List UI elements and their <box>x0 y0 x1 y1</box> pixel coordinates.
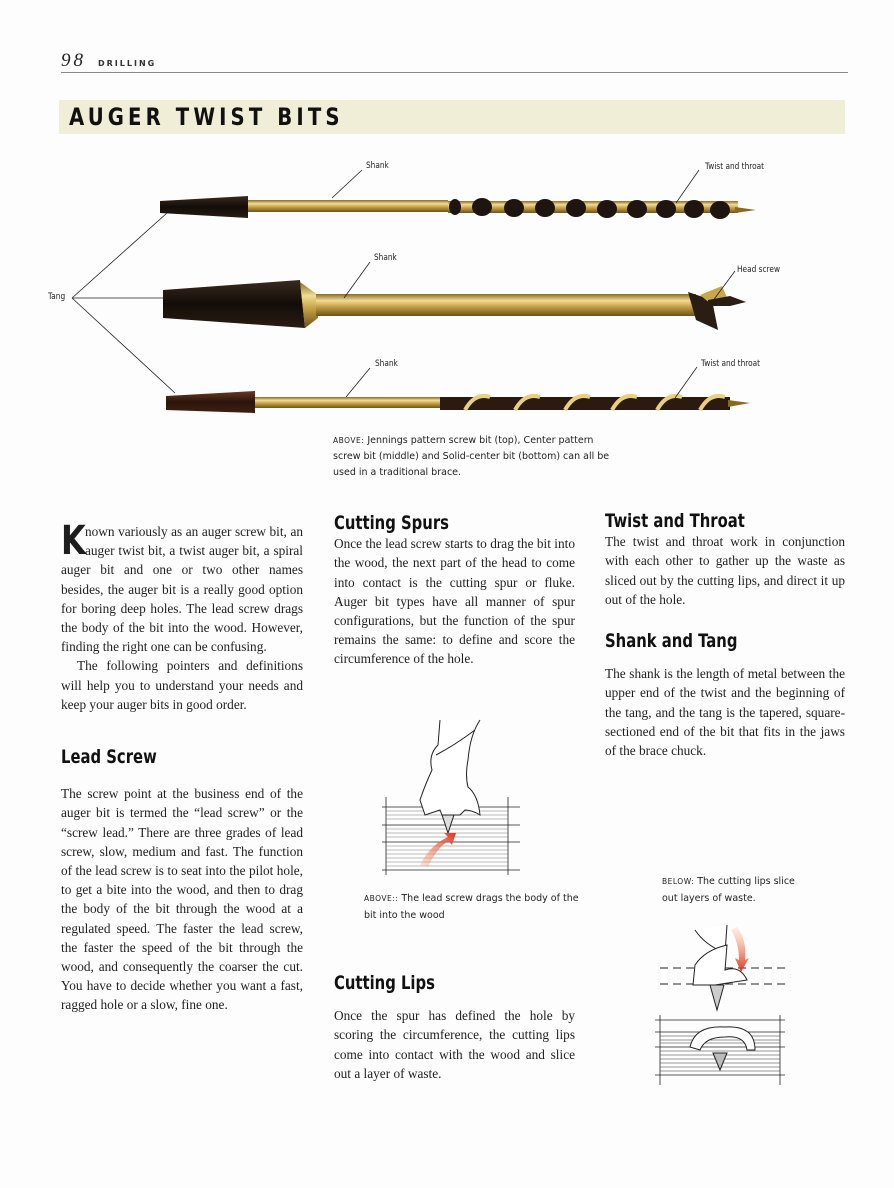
tang-bottom <box>166 391 255 413</box>
section-name: DRILLING <box>98 59 157 68</box>
body-twist-throat: The twist and throat work in conjunction with each other to gather up the waste as sliced out by the cutting lips, and direct it up out of the hole. <box>605 534 845 607</box>
page-title: AUGER TWIST BITS <box>69 103 344 131</box>
shank-middle <box>316 294 696 316</box>
cutting-lips-figure <box>655 925 795 1095</box>
label-twist-bottom: Twist and throat <box>701 359 761 369</box>
tang-top <box>160 196 248 218</box>
heading-cutting-lips: Cutting Lips <box>334 972 435 994</box>
section-cutting-lips <box>334 974 575 1083</box>
lead-screw-caption: ABOVE:: The lead screw drags the body of the bit into the wood <box>364 893 579 921</box>
section-cutting-spurs <box>334 514 575 669</box>
section-lead-screw <box>61 748 303 1015</box>
label-head-screw: Head screw <box>737 265 780 275</box>
heading-shank-tang: Shank and Tang <box>605 630 738 652</box>
body-shank-tang: The shank is the length of metal between the upper end of the twist and the beginning of the tang, and the tang is the tapered, square-sectioned end of the bit that fits in the jaws of the brace chuck. <box>605 666 845 759</box>
running-header <box>61 50 156 72</box>
bits-illustration <box>0 140 894 440</box>
drop-cap: K <box>61 518 86 564</box>
photo-caption <box>333 433 623 481</box>
solid-center-bit <box>166 391 750 413</box>
shank-top <box>248 200 448 212</box>
column-intro <box>61 518 303 714</box>
heading-cutting-spurs: Cutting Spurs <box>334 512 449 534</box>
red-arrow-icon <box>731 927 749 972</box>
tang-middle <box>163 280 305 328</box>
intro-paragraph-1: Known variously as an auger screw bit, an auger twist bit, a twist auger bit, a spiral auger bit and one or two other names besides, the auger bit is a really good option for boring deep holes. The lead screw drags the body of the bit into the wood. However, finding the right one can be confusing. <box>61 518 303 655</box>
label-shank-middle: Shank <box>374 253 397 263</box>
center-pattern-bit <box>163 280 746 330</box>
jennings-bit <box>160 196 756 219</box>
caption-prefix: ABOVE: <box>333 436 365 445</box>
label-shank-bottom: Shank <box>375 359 398 369</box>
heading-lead-screw: Lead Screw <box>61 746 157 768</box>
caption-text: Jennings pattern screw bit (top), Center pattern screw bit (middle) and Solid-center bit (bottom) can all be used in a traditional brace. <box>333 435 610 478</box>
body-lead-screw: The screw point at the business end of the auger bit is termed the “lead screw” or the “screw lead.” There are three grades of lead screw, slow, medium and fast. The function of the lead screw is to seat into the pilot hole, to get a bite into the wood, and then to drag the body of the bit through the wood at a regulated speed. The faster the lead screw, the faster the speed of the bit through the wood, and consequently the coarser the cut. You have to decide whether you want a fast, ragged hole or a slow, fine one. <box>61 786 303 1013</box>
label-twist-top: Twist and throat <box>705 162 765 172</box>
section-twist-throat <box>605 512 845 609</box>
shank-bottom <box>255 397 445 408</box>
header-rule <box>61 72 848 73</box>
label-shank-top: Shank <box>366 161 389 171</box>
section-shank-tang <box>605 632 845 760</box>
label-tang: Tang <box>48 292 66 302</box>
body-cutting-spurs: Once the lead screw starts to drag the bit into the wood, the next part of the head to come into contact is the cutting spur or fluke. Auger bit types have all manner of spur configurations, but the function of the spur remains the same: to define and score the circumference of the hole. <box>334 536 575 667</box>
lead-screw-figure <box>380 715 530 880</box>
intro-paragraph-2: The following pointers and definitions will help you to understand your needs and keep your auger bits in good order. <box>61 658 303 712</box>
body-cutting-lips: Once the spur has defined the hole by scoring the circumference, the cutting lips come into contact with the wood and slice out a layer of waste. <box>334 1008 575 1081</box>
cutting-lips-caption: BELOW: The cutting lips slice out layers of waste. <box>662 876 795 904</box>
title-band <box>59 100 845 134</box>
heading-twist-throat: Twist and Throat <box>605 510 745 532</box>
auger-bits-photo <box>0 140 894 440</box>
page-number: 98 <box>61 50 86 71</box>
